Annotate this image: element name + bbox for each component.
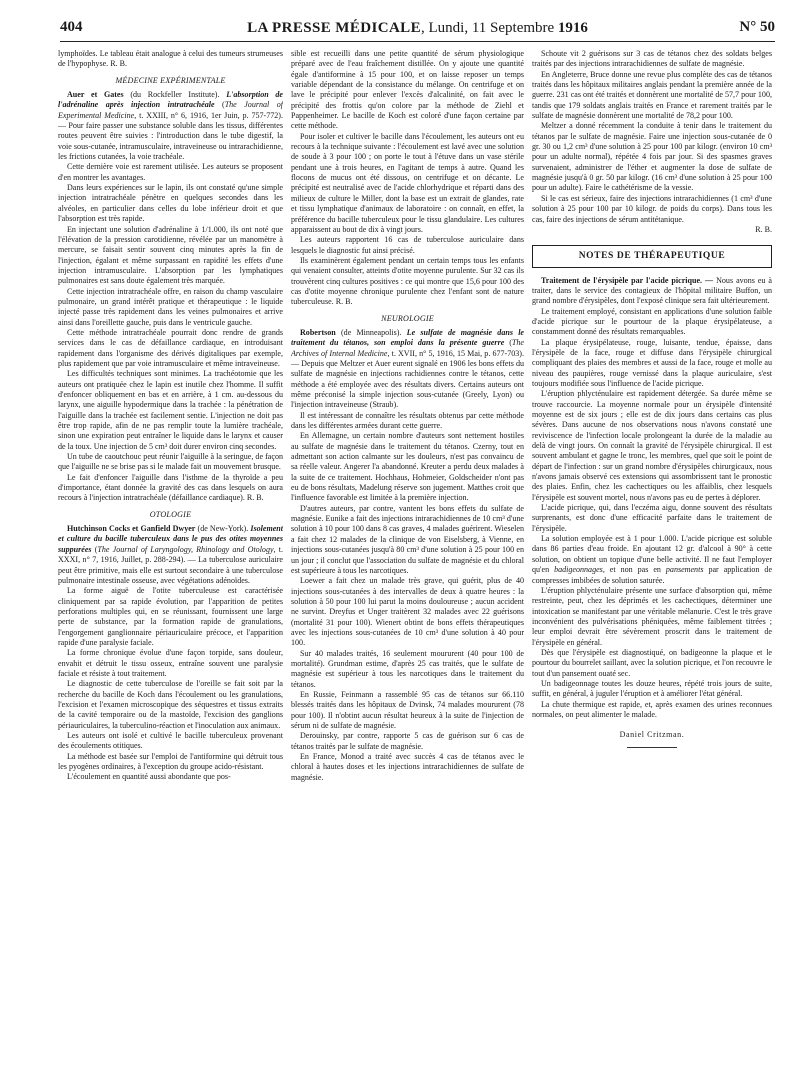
paragraph-text: Depuis que Meltzer et Auer eurent signalé en 1906 les bons effets du sulfate de magnésie en injections rachidiennes contre le tétanos, cette méthode a été employée avec des résultats divers. Certains auteurs ont même préconisé la simple injection sous-cutanée (Greely, Lyon) ou l'injection intraveineuse (Straub). (291, 358, 524, 410)
paragraph: Un badigeonnage toutes les douze heures, répété trois jours de suite, suffit, en général, à juguler l'éruption et à améliorer l'état général. (532, 678, 772, 699)
journal-reference: The Journal of Laryngology, Rhinology and Otology (97, 544, 274, 554)
paragraph-text: Pour faire passer une substance soluble dans les tissus, différentes routes peuvent être suivies : l'introduction dans le tube digestif, la voie sous-cutanée, intramusculaire, intraveineuse ou intrarachidienne, les frictions cutanées, la voie trachéale. (58, 121, 283, 162)
paragraph (291, 256, 524, 308)
paragraph (532, 534, 772, 586)
paragraph: Il est intéressant de connaître les résultats obtenus par cette méthode dans les différentes armées durant cette guerre. (291, 410, 524, 431)
paragraph-text: Nous avons eu à traiter, dans le service des contagieux de l'hôpital militaire Buffon, un grand nombre d'érysipèles, dont l'exposé clinique sera fait ultérieurement. (532, 275, 772, 306)
paragraph: L'éruption phlycténulaire est rapidement détergée. Sa durée même se trouve raccourcie. La moyenne normale pour un érysipèle d'intensité moyenne est de six jours ; elle est de dix jours dans certains cas plus sévères. Dans aucune de nos observations nous n'avons constaté une reviviscence de l'infection locale prolongeant la durée de la maladie au delà de vingt jours. On connaît la gravité de l'érysipèle chirurgical. Il est souvent ambulant et gagne le tronc, les membres, quel que soit le point de départ de l'infection : sur un grand nombre d'érysipèles chirurgicaux, nous n'avons jamais observé ces extensions qui assombrissent tant le pronostic des plaies. Enfin, chez les cachectiques ou les affaiblis, chez lesquels l'érysipèle est souvent mortel, nous n'avons pas eu de pertes à déplorer. (532, 389, 772, 502)
paragraph: La méthode est basée sur l'emploi de l'antiformine qui détruit tous les pyogènes ordinaires, à l'exception du groupe acido-résistant. (58, 751, 283, 772)
signature: R. B. (246, 493, 264, 503)
paragraph: Pour isoler et cultiver le bacille dans l'écoulement, les auteurs ont eu recours à la technique suivante : l'écoulement est lavé avec une solution de soude à 3 pour 100 ; on porte le tout à l'étuve dans un vase stérile pendant une à trois heures, en l'agitant de temps à autre. Quand les flocons de mucus ont été dissous, on centrifuge et on décante. Le précipité est neutralisé avec de l'acide chlorhydrique et réparti dans des milieux de culture le Miller, dont la base est un extrait de glandes, rate et tissu lymphatique d'animaux de laboratoire : on connaît, en effet, la préférence du bacille tuberculeux pour le tissu glandulaire. Les cultures apparaissent au bout de dix à vingt jours. (291, 131, 524, 234)
issue-number: N° 50 (739, 19, 775, 35)
signature: R. B. (755, 224, 772, 234)
journal-title: LA PRESSE MÉDICALE (247, 20, 421, 36)
ref-text: ( (91, 544, 98, 554)
article-title: Le sulfate de magnésie dans le traitement du tétanos, son emploi dans la présente guerre (291, 327, 524, 348)
article-affiliation: (de New-York). (195, 524, 251, 534)
paragraph: La forme chronique évolue d'une façon torpide, sans douleur, envahit et détruit le tissu osseux, entraîne souvent une paralysie faciale et résiste à tout traitement. (58, 648, 283, 678)
section-heading: MÉDECINE EXPÉRIMENTALE (115, 75, 226, 85)
paragraph-text: La solution employée est à 1 pour 1.000. L'acide picrique est soluble dans 86 parties d'eau froide. En ajoutant 12 gr. d'alcool à 90° à cette solution, on obtient un topique d'une belle activité. Il ne faut l'employer qu'en (532, 534, 772, 575)
ref-text: ( (214, 100, 225, 110)
paragraph: Les difficultés techniques sont minimes. La trachéotomie que les auteurs ont pratiquée chez le lapin est inutile chez l'homme. Il suffit d'enfoncer obliquement en bas et en arrière, à 1 cm. au-dessous du larynx, une aiguille hypodermique dans la trachée : la pénétration de l'aiguille dans la trachée est facilement sentie. L'injection ne doit pas être trop rapide, afin de ne pas remplir toute la lumière trachéale, sinon une expiration peut entraîner le liquide dans le larynx et causer de la toux. Une injection de 5 cm³ doit durer environ cinq secondes. (58, 369, 283, 451)
paragraph: Si le cas est sérieux, faire des injections intrarachidiennes (1 cm³ d'une solution à 25 pour 100 par 10 kilogr. de poids du corps). Dans tous les cas, faire des injections de sérum antitétanique. (532, 193, 772, 224)
paragraph: Dès que l'érysipèle est diagnostiqué, on badigeonne la plaque et le pourtour du bourrelet saillant, avec la solution picrique, et l'on recouvre le tout d'un pansement ouaté sec. (532, 647, 772, 678)
section-heading: OTOLOGIE (149, 509, 192, 519)
paragraph: Derouinsky, par contre, rapporte 5 cas de guérison sur 6 cas de tétanos traités par le sulfate de magnésie. (291, 731, 524, 751)
article-affiliation: (de Minneapolis). (335, 327, 407, 337)
paragraph: L'écoulement en quantité aussi abondante que pos- (67, 772, 231, 782)
emphasis-text: badigeonnages (554, 565, 603, 575)
paragraph: En France, Monod a traité avec succès 4 cas de tétanos avec le chloral à hautes doses et les injections intrarachidiennes de sulfate de magnésie. (291, 752, 524, 782)
paragraph: L'éruption phlycténulaire présente une surface d'absorption qui, même restreinte, peut, chez les déprimés et les cachectiques, déterminer une intoxication se manifestant par une véritable mélanurie. C'est le très grave inconvénient des pulvérisations phéniquées, même faiblement titrées ; leur emploi devrait être sévèrement proscrit dans le traitement de l'érysipèle en général. (532, 585, 772, 647)
paragraph: Schoute vit 2 guérisons sur 3 cas de tétanos chez des soldats belges traités par des injections intrarachidiennes de sulfate de magnésie. (532, 49, 772, 69)
paragraph: En injectant une solution d'adrénaline à 1/1.000, ils ont noté que l'élévation de la pression carotidienne, révélée par un manomètre à mercure, se faisait sentir souvent cinq minutes après la fin de l'injection, égalant et même surpassant en rapidité les effets d'une injection intramusculaire. L'absorption par les lymphatiques pulmonaires est sans doute également très marquée. (58, 224, 283, 286)
page-header (60, 19, 775, 42)
paragraph: Les auteurs rapportent 16 cas de tuberculose auriculaire dans lesquels le diagnostic fut ainsi précisé. (291, 235, 524, 255)
article-heading (58, 524, 283, 586)
paragraph: Cette injection intratrachéale offre, en raison du champ vasculaire pulmonaire, un grand intérêt pratique et thérapeutique : le liquide injecté passe très rapidement dans les veines pulmonaires et arrive ainsi dans l'oreillette gauche, puis dans le ventricule gauche. (58, 286, 283, 327)
paragraph: Les auteurs ont isolé et cultivé le bacille tuberculeux provenant des écoulements otitiques. (58, 731, 283, 751)
article-title: L'absorption de l'adrénaline après injection intratrachéale (58, 90, 283, 110)
paragraph: Le diagnostic de cette tuberculose de l'oreille se fait soit par la recherche du bacille de Koch dans l'écoulement ou les granulations, l'excision et l'examen microscopique des séquestres et tissus extraits de la cavité temporaire ou de la mastoïde, l'excision des ganglions périauriculaires, la tuberculino-réaction et l'inoculation aux animaux. (58, 679, 283, 730)
paragraph: sible est recueilli dans une petite quantité de sérum physiologique préparé avec de l'eau fraîchement distillée. On y ajoute une quantité égale d'antiformine à 15 pour 100, et on laisse reposer un temps variable dépendant de la consistance du mélange. On centrifuge et on lave le précipité pour enlever l'excès d'alcalinité, on fait avec le précipité des frottis qu'on colore par la méthode de Ziehl et Pappenheimer. Le bacille de Koch est coloré d'une façon certaine par cette méthode. (291, 49, 524, 131)
paragraph: En Russie, Feinmann a rassemblé 95 cas de tétanos sur 66.110 blessés traités dans les hôpitaux de Dvinsk, 74 malades moururent (78 pour 100). Il n'obtint aucun résultat heureux à la suite de l'injection de sérum ni de sulfate de magnésie. (291, 689, 524, 730)
paragraph (58, 49, 283, 70)
signature: R. B. (335, 297, 353, 307)
paragraph-text: La tuberculose auriculaire peut être primitive, mais elle est surtout secondaire à une tuberculose pulmonaire intestinale osseuse, avec végétations adénoïdes. (58, 555, 283, 585)
column-right (532, 49, 772, 1074)
paragraph: Le traitement employé, consistant en applications d'une solution faible d'acide picrique sur le pourtour de la plaque érysipélateuse, a constamment donné des résultats remarquables. (532, 306, 772, 337)
paragraph: La forme aiguë de l'otite tuberculeuse est caractérisée cliniquement par sa rapide évolution, par l'apparition de petites perforations multiples qui, en se réunissant, fournissent une large perte de substance, par la formation rapide de granulations, l'engorgement ganglionnaire périauriculaire précoce, et l'apparition rapide d'une paralysie faciale. (58, 586, 283, 647)
paragraph-text: Le fait d'enfoncer l'aiguille dans l'isthme de la thyroïde a peu d'importance, étant donnée la gravité des cas dans lesquels on aura recours à l'injection intratrachéale (défaillance cardiaque). (58, 472, 283, 503)
notes-section-title: NOTES DE THÉRAPEUTIQUE (532, 245, 772, 267)
signature: R. B. (110, 59, 127, 69)
paragraph-text: lymphoïdes. Le tableau était analogue à celui des tumeurs strumeuses de l'hypophyse. (58, 49, 283, 69)
journal-reference: The Archives of Internal Medicine (291, 338, 524, 358)
paragraph: Un tube de caoutchouc peut réunir l'aiguille à la seringue, de façon que l'aiguille ne se brise pas si le malade fait un mouvement brusque. (58, 452, 283, 472)
end-rule (627, 747, 677, 748)
page-number: 404 (60, 19, 83, 35)
paragraph: Sur 40 malades traités, 16 seulement moururent (40 pour 100 de mortalité). Grundman estime, d'après 25 cas traités, que le sulfate de magnésie est supérieur à tous les narcotiques dans le traitement du tétanos. (291, 648, 524, 689)
article-heading (291, 328, 524, 411)
paragraph: En Angleterre, Bruce donne une revue plus complète des cas de tétanos traités dans les hôpitaux militaires anglais pendant la première année de la guerre. 231 cas ont été traités et donnèrent une mortalité de 57,7 pour 100, tandis que 179 soldats anglais traités en France et rarement traités par le sulfate de magnésie donnèrent une mortalité de 78,2 pour 100. (532, 69, 772, 121)
journal-header-line (60, 20, 775, 37)
paragraph: Cette dernière voie est rarement utilisée. Les auteurs se proposent d'en montrer les avantages. (58, 162, 283, 182)
article-authors: Hutchinson Cocks et Ganfield Dwyer (67, 524, 196, 534)
paragraph-text: par application de compresses imbibées de solution saturée. (532, 565, 772, 585)
section-heading: NEUROLOGIE (381, 313, 434, 323)
paragraph: L'acide picrique, qui, dans l'eczéma aigu, donne souvent des résultats surprenants, est donc d'une efficacité parfaite dans le traitement de l'érysipèle. (532, 503, 772, 533)
article-heading (58, 90, 283, 162)
author-signature: Daniel Critzman. (619, 730, 685, 740)
paragraph: Loewer a fait chez un malade très grave, qui guérit, plus de 40 injections sous-cutanées à des intervalles de deux à quatre heures : la solution à 50 pour 100 lui parut la moins douloureuse ; aucun accident ne survint. Dreyfus et Unger traitèrent 32 malades avec 22 guérisons (mortalité 31 pour 100). Wienert obtint de bons effets thérapeutiques avec les injections sous-cutanées de 10 cm³ d'une solution à 40 pour 100. (291, 576, 524, 648)
paragraph-text: Ils examinèrent également pendant un certain temps tous les enfants qui venaient consulter, atteints d'otite moyenne purulente. Sur 32 cas ils trouvèrent cinq cultures positives : ce qui montre que 15,6 pour 100 des cas d'otite moyenne chronique purulente chez l'enfant sont de nature tuberculeuse. (291, 255, 524, 307)
ref-text: , t. XVII, n° 5, 1916, 15 Mai, p. 677-703). — (291, 348, 524, 368)
paragraph: La plaque érysipélateuse, rouge, luisante, tendue, épaisse, dans l'érysipèle de la face, rouge et diffuse dans l'érysipèle chirurgical compliquant des plaies des membres et aussi de la face, rouge et molle au niveau des paupières, rouge vernissé dans la plaque auriculaire, s'est toujours modifiée sous l'influence de l'acide picrique. (532, 337, 772, 388)
ref-text: , t. XXIII, n° 6, 1916, 1er Juin, p. 757-772). — (58, 110, 283, 131)
column-middle (291, 49, 524, 1074)
article-title: Isolement et culture du bacille tuberculeux dans le pus des otites moyennes suppurées (58, 524, 283, 554)
ref-text: ( (504, 338, 512, 348)
paragraph: D'autres auteurs, par contre, vantent les bons effets du sulfate de magnésie. Eunike a fait des injections intrarachidiennes de 10 cm³ d'une solution à 10 pour 100 dans 8 cas graves, 4 malades guérirent. Wieselen a fait chez 12 malades de la clinique de von Eiselsberg, à Vienne, en injections sous-cutanées jusqu'à 80 cm³ d'une solution à 25 pour 100 en un jour ; il conclut que l'association du sulfate de magnésie et du chloral est supérieure à tous les narcotiques. (291, 503, 524, 575)
issue-date: , Lundi, 11 Septembre (421, 20, 555, 36)
paragraph: Meltzer a donné récemment la conduite à tenir dans le traitement du tétanos par le sulfate de magnésie. Faire une injection sous-cutanée de 0 gr. 30 ou 1,2 cm³ d'une solution à 25 pour 100 par kilogr. (environ 10 cm³ pour un adulte normal), répétée 4 fois par jour. Si des spasmes graves survenaient, administrer de l'éther et augmenter la dose de sulfate de magnésie jusqu'à 0 gr. 50 par kilogr. (16 cm³ d'une solution à 25 pour 100 pour un adulte). Faire le cathétérisme de la vessie. (532, 121, 772, 193)
emphasis-text: pansements (665, 565, 704, 575)
paragraph: La chute thermique est rapide, et, après examen des urines reconnues normales, on peut alimenter le malade. (532, 699, 772, 719)
paragraph: En Allemagne, un certain nombre d'auteurs sont nettement hostiles au sulfate de magnésie dans le traitement du tétanos. Czerny, tout en admettant son action calmante sur les douleurs, n'est pas convaincu de sa réelle valeur. Angerer l'a abandonné. Kreuter a perdu deux malades à la suite de ce traitement. Hochhaus, Hohmeier, Goldscheider n'ont pas eu de bons résultats, Madelung réserve son jugement. Matthes croit que l'influence favorable est limitée à la première injection. (291, 431, 524, 503)
column-left (58, 49, 283, 1074)
paragraph-text: , et non pas en (602, 565, 666, 575)
paragraph: Cette méthode intratrachéale pourrait donc rendre de grands services dans le cas de défaillance cardiaque, en introduisant rapidement dans l'organisme des dérivés digitaliques par exemple, plus rapidement que par voie intramusculaire et même intraveineuse. (58, 327, 283, 368)
paragraph: Dans leurs expériences sur le lapin, ils ont constaté qu'une simple injection intratrachéale pénètre en quelques secondes dans les alvéoles, en particulier dans celles du lobe inférieur droit et que l'absorption est très rapide. (58, 183, 283, 224)
article-authors: Robertson (300, 327, 336, 337)
paragraph (58, 473, 283, 504)
article-authors: Auer et Gates (67, 90, 124, 100)
ref-text: , t. XXXI, n° 7, 1916, Juillet, p. 288-294). — (58, 544, 283, 565)
issue-year: 1916 (557, 20, 588, 36)
note-title: Traitement de l'érysipèle par l'acide picrique. — (541, 275, 714, 285)
article-heading (532, 276, 772, 307)
journal-reference: The Journal of Experimental Medicine (58, 100, 283, 120)
article-affiliation: (du Rockfeller Institute). (123, 90, 227, 100)
